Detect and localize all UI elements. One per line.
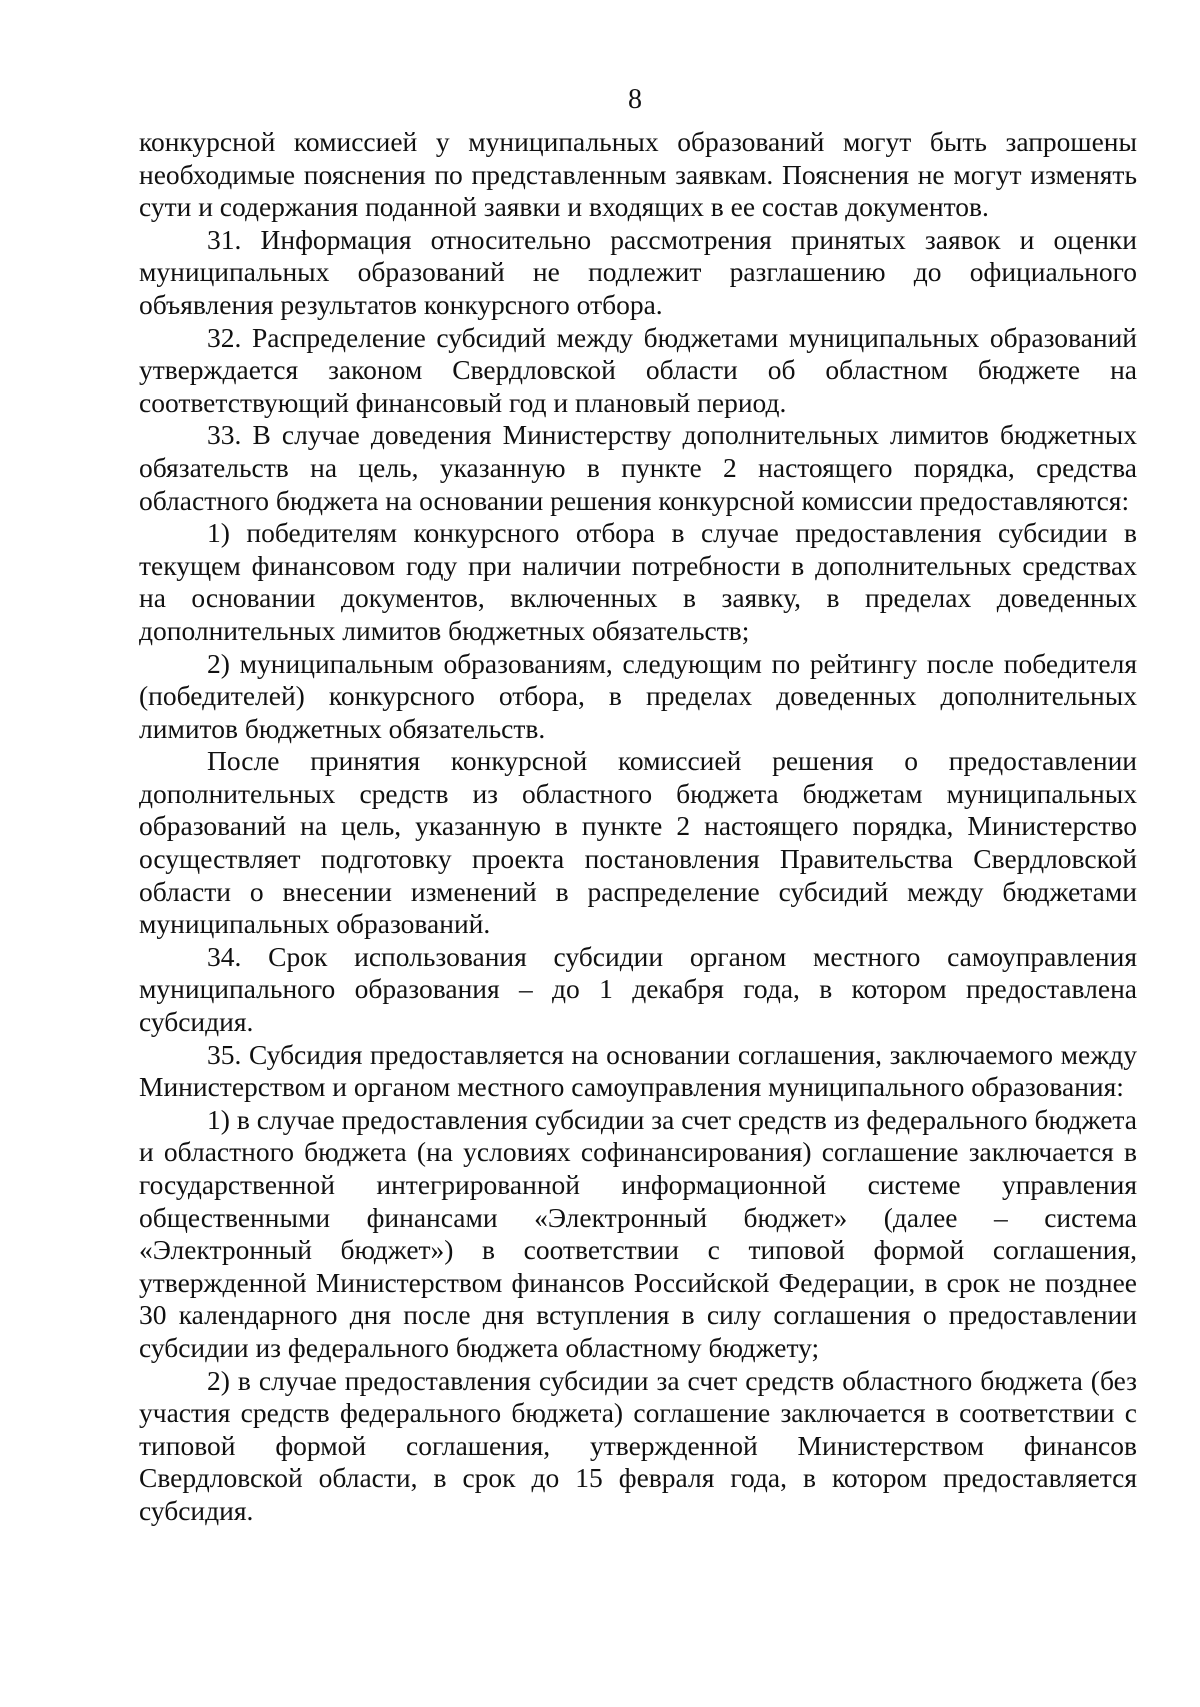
paragraph-item-34: 34. Срок использования субсидии органом местного самоуправления муниципального образования – до 1 декабря года, в котором предоставлена субсидия. — [139, 940, 1137, 1038]
paragraph-item-33-sub-2: 2) муниципальным образованиям, следующим по рейтингу после победителя (победителей) конкурсного отбора, в пределах доведенных дополнительных лимитов бюджетных обязательств. — [139, 647, 1137, 744]
page-number: 8 — [628, 84, 642, 115]
paragraph-item-31: 31. Информация относительно рассмотрения принятых заявок и оценки муниципальных образований не подлежит разглашению до официального объявления результатов конкурсного отбора. — [139, 223, 1137, 320]
paragraph-item-35: 35. Субсидия предоставляется на основании соглашения, заключаемого между Министерством и органом местного самоуправления муниципального образования: — [139, 1038, 1137, 1103]
paragraph-item-32: 32. Распределение субсидий между бюджетами муниципальных образований утверждается законом Свердловской области об областном бюджете на соответствующий финансовый год и плановый период. — [139, 321, 1137, 418]
paragraph-item-33-note: После принятия конкурсной комиссией решения о предоставлении дополнительных средств из областного бюджета бюджетам муниципальных образований на цель, указанную в пункте 2 настоящего порядка, Министерство осуществляет подготовку проекта постановления Правительства Свердловской области о внесении изменений в распределение субсидий между бюджетами муниципальных образований. — [139, 745, 1137, 940]
document-body — [139, 126, 1137, 1528]
paragraph-item-35-sub-1: 1) в случае предоставления субсидии за счет средств из федерального бюджета и областного бюджета (на условиях софинансирования) соглашение заключается в государственной интегрированной информационной системе управления общественными финансами «Электронный бюджет» (далее – система «Электронный бюджет») в соответствии с типовой формой соглашения, утвержденной Министерством финансов Российской Федерации, в срок не позднее 30 календарного дня после дня вступления в силу соглашения о предоставлении субсидии из федерального бюджета областному бюджету; — [139, 1103, 1137, 1363]
paragraph-item-33-sub-1: 1) победителям конкурсного отбора в случае предоставления субсидии в текущем финансовом году при наличии потребности в дополнительных средствах на основании документов, включенных в заявку, в пределах доведенных дополнительных лимитов бюджетных обязательств; — [139, 517, 1137, 646]
paragraph-item-33: 33. В случае доведения Министерству дополнительных лимитов бюджетных обязательств на цель, указанную в пункте 2 настоящего порядка, средства областного бюджета на основании решения конкурсной комиссии предоставляются: — [139, 419, 1137, 516]
paragraph-continuation: конкурсной комиссией у муниципальных образований могут быть запрошены необходимые пояснения по представленным заявкам. Пояснения не могут изменять сути и содержания поданной заявки и входящих в ее состав документов. — [139, 126, 1137, 223]
paragraph-item-35-sub-2: 2) в случае предоставления субсидии за счет средств областного бюджета (без участия средств федерального бюджета) соглашение заключается в соответствии с типовой формой соглашения, утвержденной Министерством финансов Свердловской области, в срок до 15 февраля года, в котором предоставляется субсидия. — [139, 1364, 1137, 1526]
